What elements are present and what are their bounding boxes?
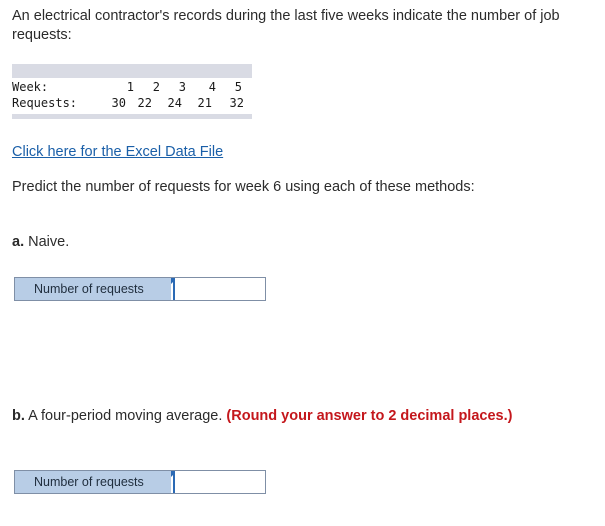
instruction-text: Predict the number of requests for week 6 using each of these methods: xyxy=(12,179,475,195)
question-b-label xyxy=(12,408,512,424)
answer-b-tag: Number of requests xyxy=(15,471,171,493)
requests-value: 24 xyxy=(167,96,182,110)
question-a-text: Naive. xyxy=(24,234,70,250)
table-bottom-band xyxy=(12,114,252,119)
question-b-letter: b. xyxy=(12,408,25,424)
requests-value: 32 xyxy=(229,96,244,110)
question-a-letter: a. xyxy=(12,234,25,250)
week-value: 2 xyxy=(152,80,160,94)
question-a-label xyxy=(12,234,69,250)
answer-a-input[interactable] xyxy=(173,278,265,300)
data-table xyxy=(12,64,252,118)
answer-b-input[interactable] xyxy=(173,471,265,493)
table-top-band xyxy=(12,64,252,78)
week-row xyxy=(12,79,252,95)
requests-value: 21 xyxy=(197,96,212,110)
excel-data-link[interactable]: Click here for the Excel Data File xyxy=(12,144,224,160)
requests-row xyxy=(12,95,252,111)
requests-label: Requests: xyxy=(12,96,78,110)
week-value: 5 xyxy=(234,80,242,94)
problem-intro: An electrical contractor's records during the last five weeks indicate the number of job requests: xyxy=(12,8,560,43)
requests-value: 22 xyxy=(137,96,152,110)
requests-value: 30 xyxy=(111,96,126,110)
week-value: 4 xyxy=(208,80,216,94)
answer-row-a xyxy=(14,277,266,301)
answer-row-b xyxy=(14,470,266,494)
week-label: Week: xyxy=(12,80,49,94)
answer-a-tag: Number of requests xyxy=(15,278,171,300)
rounding-note: (Round your answer to 2 decimal places.) xyxy=(226,408,513,424)
question-b-text: A four-period moving average. xyxy=(24,408,227,424)
week-value: 3 xyxy=(178,80,186,94)
week-value: 1 xyxy=(126,80,134,94)
